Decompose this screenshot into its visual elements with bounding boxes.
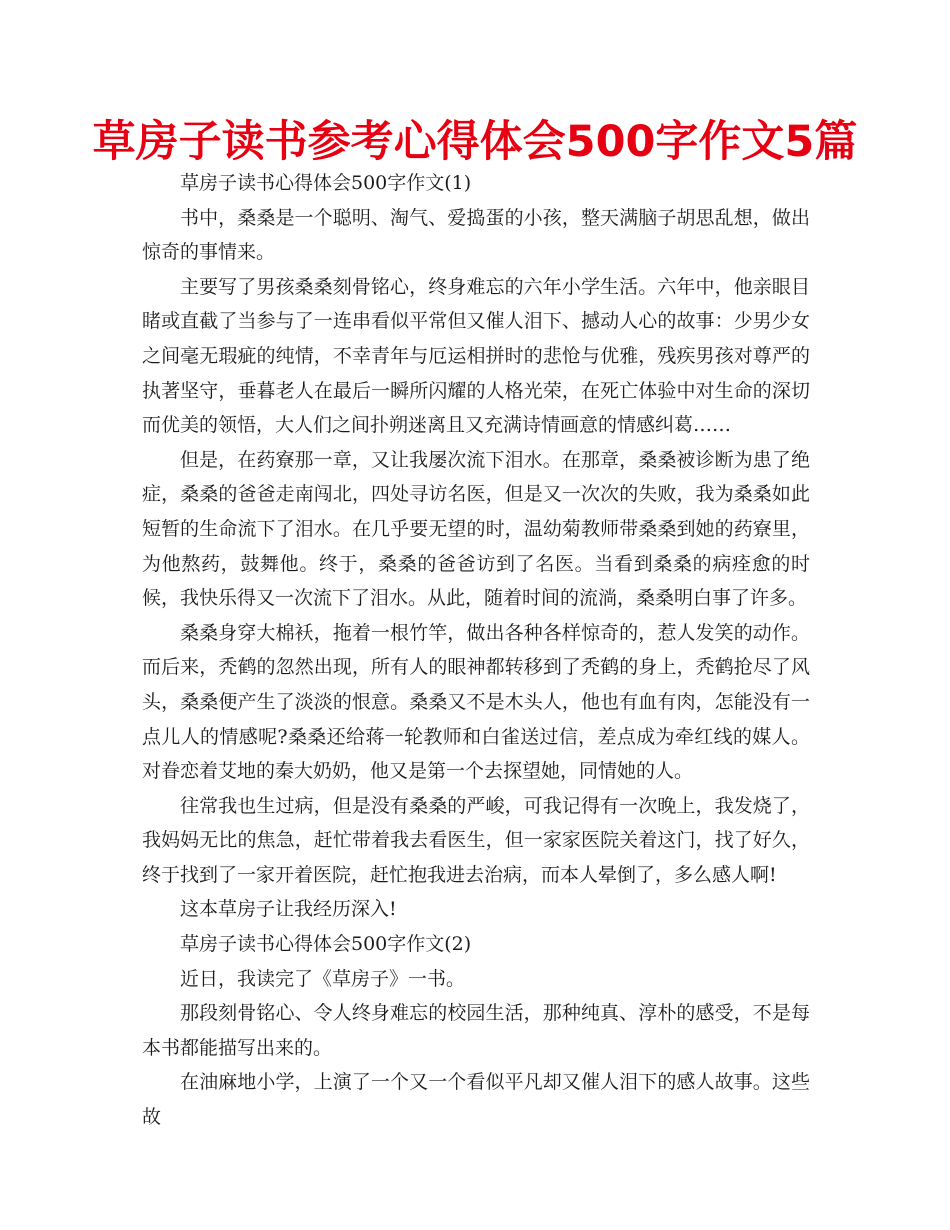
document-body bbox=[142, 166, 810, 1135]
paragraph: 草房子读书心得体会500字作文(2) bbox=[180, 933, 472, 956]
paragraph: 那段刻骨铭心、令人终身难忘的校园生活，那种纯真、淳朴的感受，不是每本书都能描写出来的。 bbox=[142, 1002, 810, 1059]
paragraph: 书中，桑桑是一个聪明、淘气、爱捣蛋的小孩，整天满脑子胡思乱想，做出惊奇的事情来。 bbox=[142, 206, 810, 264]
paragraph: 草房子读书心得体会500字作文(1) bbox=[180, 172, 472, 194]
paragraph: 主要写了男孩桑桑刻骨铭心，终身难忘的六年小学生活。六年中，他亲眼目睹或直截了当参与了一连串看似平常但又催人泪下、撼动人心的故事：少男少女之间毫无瑕疵的纯情，不幸青年与厄运相拼时的悲怆与优雅，残疾男孩对尊严的执著坚守，垂暮老人在最后一瞬所闪耀的人格光荣，在死亡体验中对生命的深切而优美的领悟，大人们之间扑朔迷离且又充满诗情画意的情感纠葛…… bbox=[142, 275, 810, 437]
paragraph: 这本草房子让我经历深入! bbox=[180, 898, 397, 921]
paragraph: 桑桑身穿大棉袄，拖着一根竹竿，做出各种各样惊奇的，惹人发笑的动作。而后来，秃鹤的忽然出现，所有人的眼神都转移到了秃鹤的身上，秃鹤抢尽了风头，桑桑便产生了淡淡的恨意。桑桑又不是木头人，他也有血有肉，怎能没有一点儿人的情感呢?桑桑还给蒋一轮教师和白雀送过信，差点成为牵红线的媒人。对眷恋着艾地的秦大奶奶，他又是第一个去探望她，同情她的人。 bbox=[142, 621, 810, 783]
paragraph: 往常我也生过病，但是没有桑桑的严峻，可我记得有一次晚上，我发烧了，我妈妈无比的焦急，赶忙带着我去看医生，但一家家医院关着这门，找了好久，终于找到了一家开着医院，赶忙抱我进去治病，而本人晕倒了，多么感人啊! bbox=[142, 794, 810, 886]
paragraph: 在油麻地小学，上演了一个又一个看似平凡却又催人泪下的感人故事。这些故 bbox=[142, 1071, 810, 1129]
document-title: 草房子读书参考心得体会500字作文5篇 bbox=[92, 117, 858, 167]
paragraph: 但是，在药寮那一章，又让我屡次流下泪水。在那章，桑桑被诊断为患了绝症，桑桑的爸爸走南闯北，四处寻访名医，但是又一次次的失败，我为桑桑如此短暂的生命流下了泪水。在几乎要无望的时，温幼菊教师带桑桑到她的药寮里，为他熬药，鼓舞他。终于，桑桑的爸爸访到了名医。当看到桑桑的病痊愈的时候，我快乐得又一次流下了泪水。从此，随着时间的流淌，桑桑明白事了许多。 bbox=[142, 448, 810, 610]
paragraph: 近日，我读完了《草房子》一书。 bbox=[180, 967, 466, 990]
